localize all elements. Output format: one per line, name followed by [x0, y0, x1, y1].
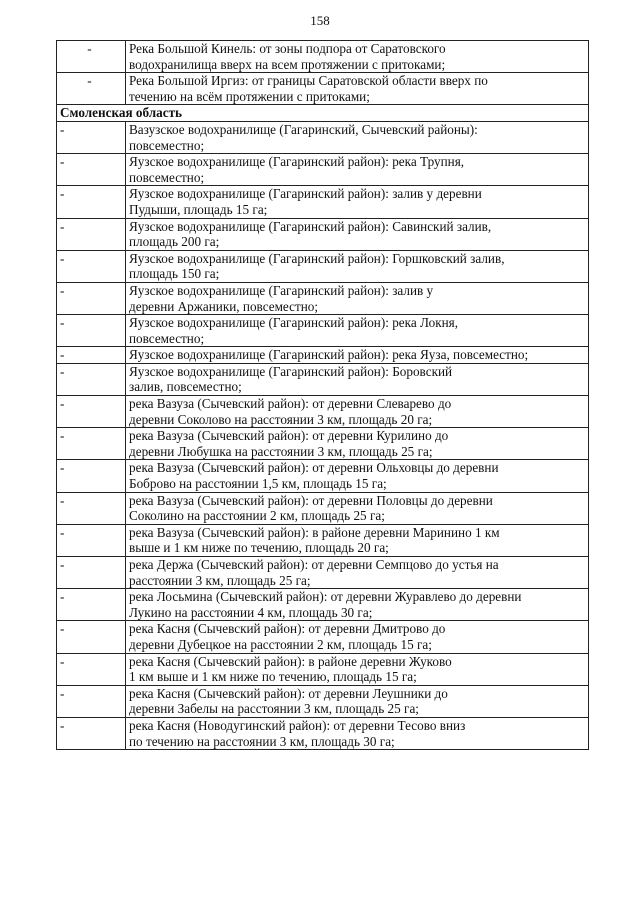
row-text-line: расстоянии 3 км, площадь 25 га;	[129, 572, 311, 588]
row-text	[126, 154, 589, 186]
row-text-line: Яузское водохранилище (Гагаринский район): залив у	[129, 282, 434, 298]
row-text	[126, 186, 589, 218]
table-row	[57, 186, 589, 218]
table-row	[57, 363, 589, 395]
row-text-line: по течению на расстоянии 3 км, площадь 30 га;	[129, 733, 395, 749]
table-row	[57, 282, 589, 314]
row-text-line: река Вазуза (Сычевский район): от деревни Ольховцы до деревни	[129, 460, 499, 476]
row-text	[126, 315, 589, 347]
row-marker: -	[57, 282, 126, 314]
row-marker: -	[57, 186, 126, 218]
table-row	[57, 685, 589, 717]
row-text	[126, 363, 589, 395]
table-row	[57, 396, 589, 428]
row-marker: -	[57, 41, 126, 73]
row-text	[126, 41, 589, 73]
row-text	[126, 621, 589, 653]
row-text-line: повсеместно;	[129, 169, 205, 185]
table-row	[57, 717, 589, 749]
row-text	[126, 121, 589, 153]
row-text-line: река Вазуза (Сычевский район): от деревни Половцы до деревни	[129, 492, 493, 508]
row-text-line: Яузское водохранилище (Гагаринский район): река Яуза, повсеместно;	[129, 347, 529, 363]
row-text	[126, 492, 589, 524]
table-row	[57, 621, 589, 653]
row-text	[126, 717, 589, 749]
row-marker: -	[57, 315, 126, 347]
row-text	[126, 218, 589, 250]
row-text-line: Яузское водохранилище (Гагаринский район): Савинский залив,	[129, 218, 492, 234]
regulation-table	[56, 40, 589, 750]
section-title: Смоленская область	[57, 105, 589, 122]
table-row	[57, 250, 589, 282]
table-row	[57, 73, 589, 105]
row-text	[126, 557, 589, 589]
table-row	[57, 557, 589, 589]
table-row	[57, 524, 589, 556]
row-text-line: река Лосьмина (Сычевский район): от деревни Журавлево до деревни	[129, 589, 522, 605]
row-text-line: залив, повсеместно;	[129, 379, 242, 395]
row-text	[126, 347, 589, 364]
row-text-line: река Касня (Сычевский район): в районе деревни Жуково	[129, 653, 452, 669]
row-text	[126, 460, 589, 492]
table-row	[57, 460, 589, 492]
row-text-line: Лукино на расстоянии 4 км, площадь 30 га;	[129, 604, 373, 620]
row-text-line: Пудыши, площадь 15 га;	[129, 201, 268, 217]
row-text-line: площадь 150 га;	[129, 266, 220, 282]
table-row	[57, 41, 589, 73]
row-text-line: река Касня (Сычевский район): от деревни Дмитрово до	[129, 621, 446, 637]
row-marker: -	[57, 460, 126, 492]
page-number: 158	[310, 13, 330, 28]
row-text	[126, 428, 589, 460]
table-row	[57, 428, 589, 460]
table-row	[57, 121, 589, 153]
row-marker: -	[57, 218, 126, 250]
row-text-line: деревни Забелы на расстоянии 3 км, площадь 25 га;	[129, 701, 419, 717]
row-text-line: деревни Соколово на расстоянии 3 км, площадь 20 га;	[129, 411, 433, 427]
table-row	[57, 492, 589, 524]
table-row	[57, 653, 589, 685]
row-text-line: Боброво на расстоянии 1,5 км, площадь 15 га;	[129, 476, 387, 492]
row-text-line: Яузское водохранилище (Гагаринский район): река Локня,	[129, 315, 459, 331]
table-row	[57, 315, 589, 347]
row-marker: -	[57, 685, 126, 717]
row-text-line: Яузское водохранилище (Гагаринский район): Горшковский залив,	[129, 250, 505, 266]
table-row	[57, 589, 589, 621]
row-marker: -	[57, 717, 126, 749]
row-marker: -	[57, 250, 126, 282]
row-text	[126, 685, 589, 717]
row-marker: -	[57, 121, 126, 153]
row-text-line: река Вазуза (Сычевский район): от деревни Курилино до	[129, 428, 449, 444]
row-text-line: река Касня (Новодугинский район): от деревни Тесово вниз	[129, 717, 466, 733]
row-text	[126, 589, 589, 621]
row-text-line: Река Большой Иргиз: от границы Саратовской области вверх по	[129, 73, 488, 89]
row-marker: -	[57, 621, 126, 653]
table-row	[57, 154, 589, 186]
row-marker: -	[57, 524, 126, 556]
row-marker: -	[57, 363, 126, 395]
row-text-line: река Вазуза (Сычевский район): в районе деревни Маринино 1 км	[129, 524, 500, 540]
row-marker: -	[57, 492, 126, 524]
row-text-line: выше и 1 км ниже по течению, площадь 20 га;	[129, 540, 389, 556]
row-text-line: Яузское водохранилище (Гагаринский район): залив у деревни	[129, 186, 482, 202]
row-marker: -	[57, 347, 126, 364]
row-text-line: площадь 200 га;	[129, 234, 220, 250]
row-text-line: водохранилища вверх на всем протяжении с притоками;	[129, 56, 446, 72]
row-text	[126, 73, 589, 105]
row-text-line: деревни Дубецкое на расстоянии 2 км, площадь 15 га;	[129, 636, 432, 652]
row-text	[126, 653, 589, 685]
row-text-line: деревни Любушка на расстоянии 3 км, площадь 25 га;	[129, 443, 433, 459]
row-marker: -	[57, 653, 126, 685]
row-text-line: река Держа (Сычевский район): от деревни Семпцово до устья на	[129, 557, 499, 572]
row-text-line: Соколино на расстоянии 2 км, площадь 25 га;	[129, 508, 385, 524]
row-text	[126, 250, 589, 282]
row-text	[126, 396, 589, 428]
row-marker: -	[57, 396, 126, 428]
row-marker: -	[57, 557, 126, 589]
row-text-line: повсеместно;	[129, 137, 205, 153]
row-text-line: Яузское водохранилище (Гагаринский район): Боровский	[129, 363, 453, 379]
row-text-line: река Вазуза (Сычевский район): от деревни Слеварево до	[129, 396, 452, 412]
row-text-line: Река Большой Кинель: от зоны подпора от Саратовского	[129, 41, 446, 56]
row-text-line: река Касня (Сычевский район): от деревни Леушники до	[129, 685, 448, 701]
section-row	[57, 105, 589, 122]
row-marker: -	[57, 589, 126, 621]
row-text-line: Яузское водохранилище (Гагаринский район): река Трупня,	[129, 154, 465, 170]
row-text-line: Вазузское водохранилище (Гагаринский, Сычевский районы):	[129, 121, 478, 137]
row-marker: -	[57, 73, 126, 105]
row-text-line: течению на всём протяжении с притоками;	[129, 88, 370, 104]
row-marker: -	[57, 154, 126, 186]
table-body	[57, 41, 589, 750]
table-row	[57, 218, 589, 250]
row-text	[126, 524, 589, 556]
row-text	[126, 282, 589, 314]
row-text-line: 1 км выше и 1 км ниже по течению, площадь 15 га;	[129, 669, 417, 685]
row-text-line: повсеместно;	[129, 330, 205, 346]
table-row	[57, 347, 589, 364]
row-marker: -	[57, 428, 126, 460]
row-text-line: деревни Аржаники, повсеместно;	[129, 298, 319, 314]
